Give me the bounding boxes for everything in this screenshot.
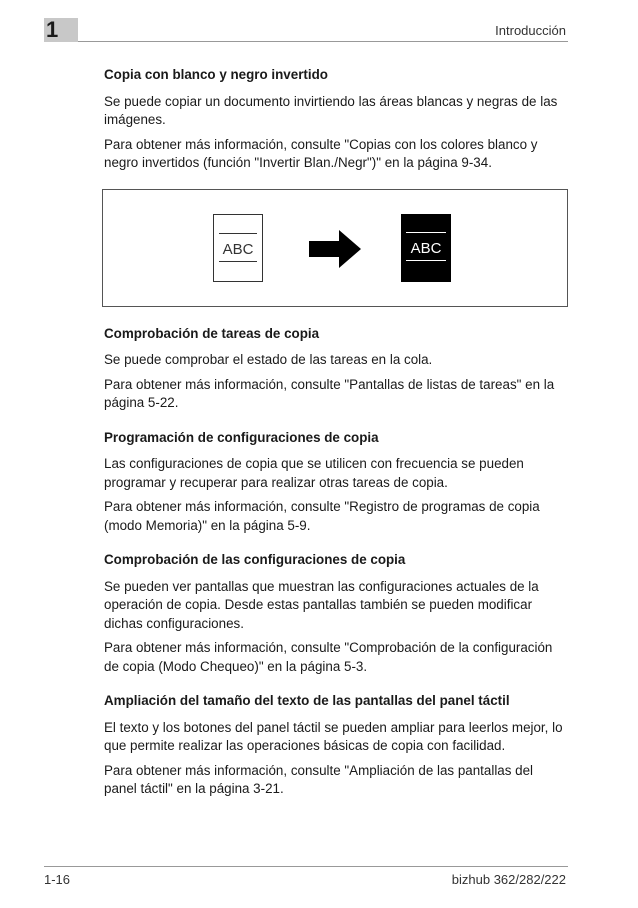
page-number: 1-16 xyxy=(44,872,71,887)
chapter-number: 1 xyxy=(44,18,78,42)
inverted-document-label: ABC xyxy=(410,239,442,257)
document-line xyxy=(219,233,257,234)
section-heading: Comprobación de tareas de copia xyxy=(104,325,320,341)
section-heading: Ampliación del tamaño del texto de las pantallas del panel táctil xyxy=(104,693,510,708)
section-heading: Programación de configuraciones de copia xyxy=(104,429,379,445)
right-arrow-icon xyxy=(309,230,361,268)
section-heading: Copia con blanco y negro invertido xyxy=(104,67,328,82)
section-inverted-copy xyxy=(104,66,566,173)
section-paragraph: Para obtener más información, consulte "Ampliación de las pantallas del panel táctil" en la página 3-21. xyxy=(104,762,534,796)
header-title: Introducción xyxy=(495,23,566,38)
section-programming xyxy=(104,429,566,536)
document-line xyxy=(219,261,257,262)
section-paragraph: Se puede comprobar el estado de las tareas en la cola. xyxy=(104,352,433,367)
section-paragraph: El texto y los botones del panel táctil se pueden ampliar para leerlos mejor, lo que permite realizar las operaciones básicas de copia con facilidad. xyxy=(104,719,563,753)
header-divider xyxy=(78,41,568,42)
section-paragraph: Para obtener más información, consulte "Registro de programas de copia (modo Memoria)" en la página 5-9. xyxy=(104,499,540,533)
section-paragraph: Para obtener más información, consulte "Pantallas de listas de tareas" en la página 5-22. xyxy=(104,376,555,410)
original-document xyxy=(213,214,263,282)
section-paragraph: Se pueden ver pantallas que muestran las configuraciones actuales de la operación de copia. Desde estas pantallas también se pueden modificar dichas configuraciones. xyxy=(104,578,539,631)
section-paragraph: Para obtener más información, consulte "Comprobación de la configuración de copia (Modo Chequeo)" en la página 5-3. xyxy=(104,640,553,674)
inverted-document xyxy=(401,214,451,282)
section-settings-check xyxy=(104,551,566,676)
section-job-check xyxy=(104,325,566,413)
section-text-enlargement xyxy=(104,692,566,799)
original-document-label: ABC xyxy=(222,240,254,258)
footer-divider xyxy=(44,866,568,867)
document-line xyxy=(406,260,446,261)
section-paragraph: Para obtener más información, consulte "Copias con los colores blanco y negro invertidos (función "Invertir Blan./Negr")" en la página 9-34. xyxy=(104,136,538,170)
section-paragraph: Se puede copiar un documento invirtiendo las áreas blancas y negras de las imágenes. xyxy=(104,93,558,127)
section-heading: Comprobación de las configuraciones de copia xyxy=(104,552,406,567)
inversion-figure xyxy=(102,189,568,307)
section-paragraph: Las configuraciones de copia que se utilicen con frecuencia se pueden programar y recuperar para realizar otras tareas de copia. xyxy=(104,456,524,490)
product-name: bizhub 362/282/222 xyxy=(451,872,566,887)
page-content xyxy=(104,66,566,815)
document-line xyxy=(406,232,446,233)
